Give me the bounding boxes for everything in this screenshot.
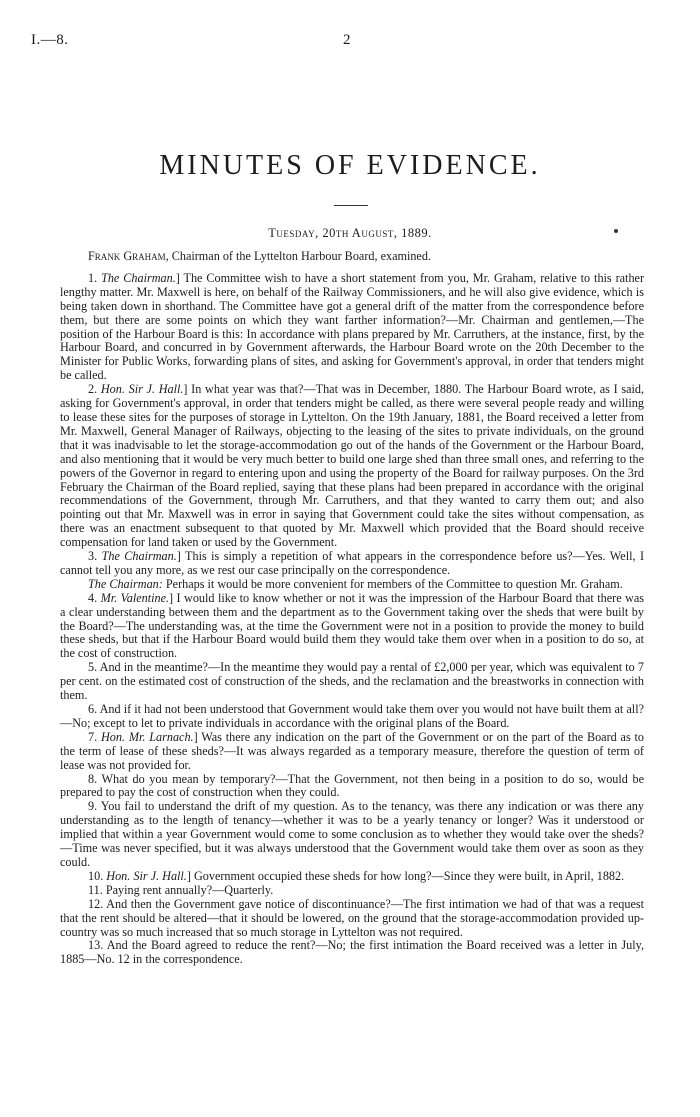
document-reference: I.—8. <box>31 32 69 48</box>
speaker: Hon. Mr. Larnach. <box>100 729 194 744</box>
evidence-paragraph: 13. And the Board agreed to reduce the rent?—No; the first intimation the Board received was a letter in July, 1885—No. 12 in the correspondence. <box>60 938 644 967</box>
evidence-paragraph: 3. The Chairman.] This is simply a repetition of what appears in the correspondence before us?—Yes. Well, I cannot tell you any more, as we rest our case principally on the correspondence. <box>60 549 645 577</box>
evidence-paragraph: 7. Hon. Mr. Larnach.] Was there any indication on the part of the Government or on the part of the Board as to the term of lease of these sheds?—It was always regarded as a temporary measure, therefore the question of term of lease was not provided for. <box>60 729 644 772</box>
witness-description: , Chairman of the Lyttelton Harbour Board, examined. <box>165 249 431 263</box>
witness-line <box>60 250 644 264</box>
page-number: 2 <box>343 32 351 48</box>
evidence-paragraph: 11. Paying rent annually?—Quarterly. <box>88 882 274 897</box>
evidence-paragraph: The Chairman: Perhaps it would be more convenient for members of the Committee to question Mr. Graham. <box>88 576 623 591</box>
speaker: The Chairman. <box>101 270 176 285</box>
speaker: Hon. Sir J. Hall. <box>106 868 187 883</box>
evidence-paragraph: 12. And then the Government gave notice of discontinuance?—The first intimation we had of that was a request that the rent should be altered—that it should be lowered, on the ground that the storage-accommodation provided up-country was so much increased that so much storage in Lyttelton was not required. <box>60 896 644 939</box>
title-divider <box>334 205 368 206</box>
margin-mark <box>614 229 618 233</box>
evidence-body <box>60 250 644 967</box>
speaker: The Chairman. <box>101 549 177 564</box>
speaker: Hon. Sir J. Hall. <box>100 382 184 397</box>
evidence-paragraph: 9. You fail to understand the drift of my question. As to the tenancy, was there any indication or was there any understanding as to the length of tenancy—whether it was to be a yearly tenancy or longer? Was it understood or implied that within a year Government would come to some conclusion as to whether they would take over the sheds?—Time was never specified, but it was always understood that the Government would take them over as soon as they could. <box>60 799 644 869</box>
evidence-paragraph: 2. Hon. Sir J. Hall.] In what year was that?—That was in December, 1880. The Harbour Board wrote, as I said, asking for Government's approval, in order that tenders might be called, as there were several people ready and willing to lease these sites for the purposes of storage in Lyttelton. On the 19th January, 1881, the Board received a letter from Mr. Maxwell, General Manager of Railways, objecting to the leasing of the sites to private individuals, on the ground that it was inadvisable to let the storage-accommodation go out of the hands of the Government or the Harbour Board, and also mentioning that it would be very much better to build one large shed than three small ones, and referring to the powers of the Governor in regard to entering upon and using the property of the Board for railway purposes. On the 3rd February the Chairman of the Board replied, saying that these plans had been prepared in accordance with the original recommendations of the Government, through Mr. Carruthers, and that they wanted to carry them out; and also pointing out that Mr. Maxwell was in error in saying that Government could take the sites without compensation, as there was an enactment subsequent to that quoted by Mr. Maxwell which provided that the Board should receive compensation for land taken or used by the Government. <box>60 382 645 550</box>
evidence-paragraph: 4. Mr. Valentine.] I would like to know whether or not it was the impression of the Harbour Board that there was a clear understanding between them and the department as to the Government taking over the sheds that were built by the Board?—The understanding was, at the time the Government were not in a position to provide the money to build these sheds, but that if the Harbour Board would build them they would take them over when in a position to do so, at the cost of construction. <box>60 590 644 661</box>
evidence-paragraph: 5. And in the meantime?—In the meantime they would pay a rental of £2,000 per year, which was equivalent to 7 per cent. on the estimated cost of construction of the sheds, and the reclamation and the breastworks in connection with them. <box>60 660 644 703</box>
session-date: Tuesday, 20th August, 1889. <box>268 226 432 240</box>
evidence-paragraph: 1. The Chairman.] The Committee wish to have a short statement from you, Mr. Graham, relative to this rather lengthy matter. Mr. Maxwell is here, on behalf of the Railway Commissioners, and he will also give evidence, which is being taken down in shorthand. The Committee have got a general drift of the matter from the correspondence before them, but there are some points on which they want farther information?—Mr. Chairman and gentlemen,—The position of the Harbour Board is this: In accordance with plans prepared by Mr. Carruthers, at the instance, first, by the Harbour Board, and concurred in by Government afterwards, the Harbour Board wrote on the 20th December to the Minister for Public Works, forwarding plans of sites, and asking for Government's approval, in order that tenders might be called. <box>60 270 645 383</box>
evidence-paragraph: 8. What do you mean by temporary?—That the Government, not then being in a position to do so, would be prepared to pay the cost of construction when they could. <box>60 771 644 800</box>
speaker: Mr. Valentine. <box>100 590 170 605</box>
witness-name: Frank Graham <box>88 249 166 263</box>
evidence-paragraph: 6. And if it had not been understood that Government would take them over you would not have built them at all?—No; except to let to private individuals in accordance with the original plans of the Board. <box>60 702 644 730</box>
page-title: MINUTES OF EVIDENCE. <box>159 150 541 181</box>
speaker: The Chairman: <box>88 576 163 591</box>
evidence-paragraph: 10. Hon. Sir J. Hall.] Government occupied these sheds for how long?—Since they were built, in April, 1882. <box>88 868 625 883</box>
